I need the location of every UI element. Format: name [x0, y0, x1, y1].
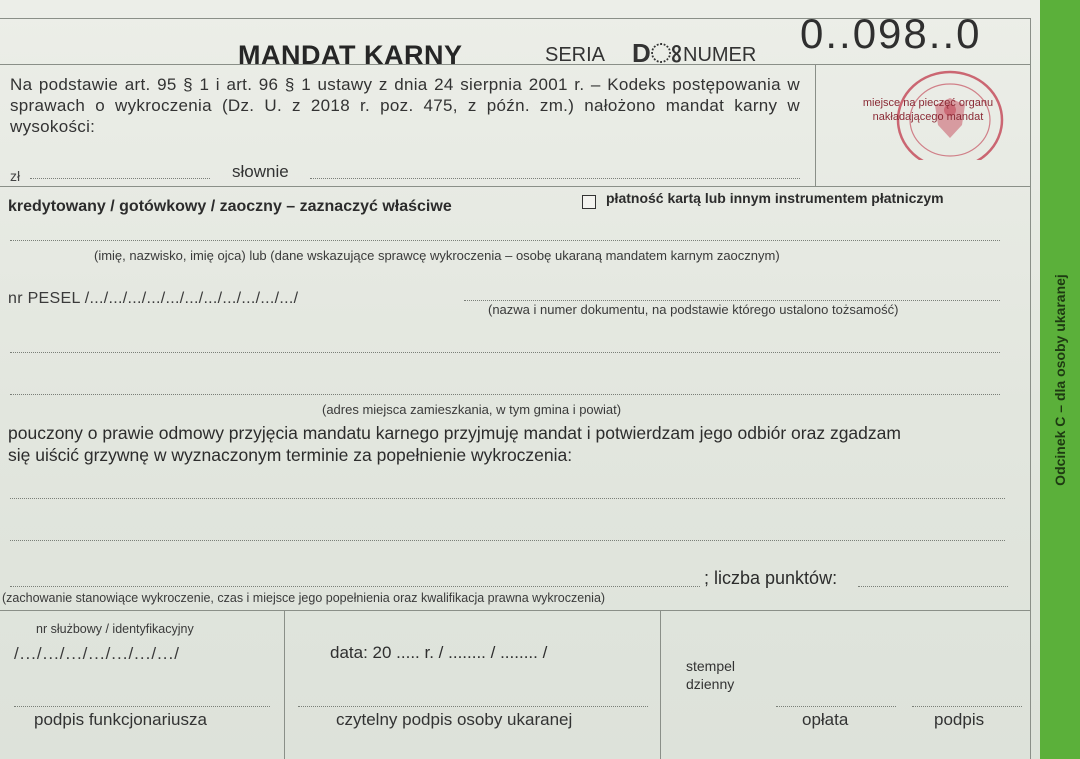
points-label: ; liczba punktów: [704, 568, 838, 588]
acceptance-statement: pouczony o prawie odmowy przyjęcia mandatu karnego przyjmuję mandat i potwierdzam jego odbiór oraz zgadzam się uiścić grzywnę w wyznaczonym terminie za popełnienie wykroczenia: [8, 423, 901, 465]
amount-dots [30, 178, 210, 179]
document-dots [464, 300, 1000, 301]
ticket-title: MANDAT KARNY [238, 40, 463, 70]
stamp-placeholder-text: miejsce na pieczęć organu nakładającego mandat [862, 97, 994, 123]
stub-label: Odcinek C – dla osoby ukaranej [1052, 274, 1068, 486]
offender-signature-label: czytelny podpis osoby ukaranej [336, 710, 573, 729]
document-hint: (nazwa i numer dokumentu, na podstawie którego ustalono tożsamość) [488, 302, 899, 317]
card-payment-label: płatność kartą lub innym instrumentem płatniczym [606, 190, 944, 206]
address-dots [10, 394, 1000, 395]
fee-dots [776, 706, 896, 707]
series-label: SERIA [545, 44, 606, 66]
pesel-field: nr PESEL /.../.../.../.../.../.../.../.../.../.../.../ [8, 290, 299, 307]
offence-dots-3 [10, 586, 700, 587]
amount-currency-label: zł [10, 168, 21, 184]
offence-hint: (zachowanie stanowiące wykroczenie, czas i miejsce jego popełnienia oraz kwalifikacja prawna wykroczenia) [2, 591, 606, 605]
fee-label: opłata [802, 710, 849, 729]
daily-stamp-label: stempel dzienny [686, 658, 736, 692]
card-payment-checkbox[interactable] [582, 195, 596, 209]
footer-col-1 [284, 610, 285, 759]
date-field: data: 20 ..... r. / ........ / ........ / [330, 643, 548, 662]
document-dots-2 [10, 352, 1000, 353]
service-number-field: /.../.../.../.../.../.../.../ [14, 644, 180, 663]
address-hint: (adres miejsca zamieszkania, w tym gmina i powiat) [322, 402, 622, 417]
stamp-box-divider [815, 64, 816, 186]
officer-signature-label: podpis funkcjonariusza [34, 710, 207, 729]
offence-dots-2 [10, 540, 1005, 541]
legal-basis-text: Na podstawie art. 95 § 1 i art. 96 § 1 ustawy z dnia 24 sierpnia 2001 r. – Kodeks postępowania w sprawach o wykroczenia (Dz. U. z 2018 r. poz. 475, z późn. zm.) nałożono mandat karny w wysokości: [10, 75, 800, 136]
offence-dots-1 [10, 498, 1005, 499]
name-dots [10, 240, 1000, 241]
amount-divider [0, 186, 1030, 187]
sig-dots [912, 706, 1022, 707]
footer-divider [0, 610, 1030, 611]
person-sig-dots [298, 706, 648, 707]
name-hint: (imię, nazwisko, imię ojca) lub (dane wskazujące sprawcę wykroczenia – osobę ukaraną mandatem karnym zaocznym) [94, 248, 780, 263]
ticket-number: 0..098..0 [800, 10, 982, 57]
header-divider [0, 64, 1030, 65]
service-number-label: nr służbowy / identyfikacyjny [36, 622, 194, 636]
points-dots [858, 586, 1008, 587]
words-dots [310, 178, 800, 179]
officer-sig-dots [14, 706, 270, 707]
right-border [1030, 18, 1031, 759]
footer-col-2 [660, 610, 661, 759]
signature-label: podpis [934, 710, 985, 729]
number-label: NUMER [683, 44, 757, 66]
payment-type-options: kredytowany / gotówkowy / zaoczny – zaznaczyć właściwe [8, 198, 452, 215]
amount-words-label: słownie [232, 162, 289, 181]
series-value: Dଃ [632, 38, 682, 68]
